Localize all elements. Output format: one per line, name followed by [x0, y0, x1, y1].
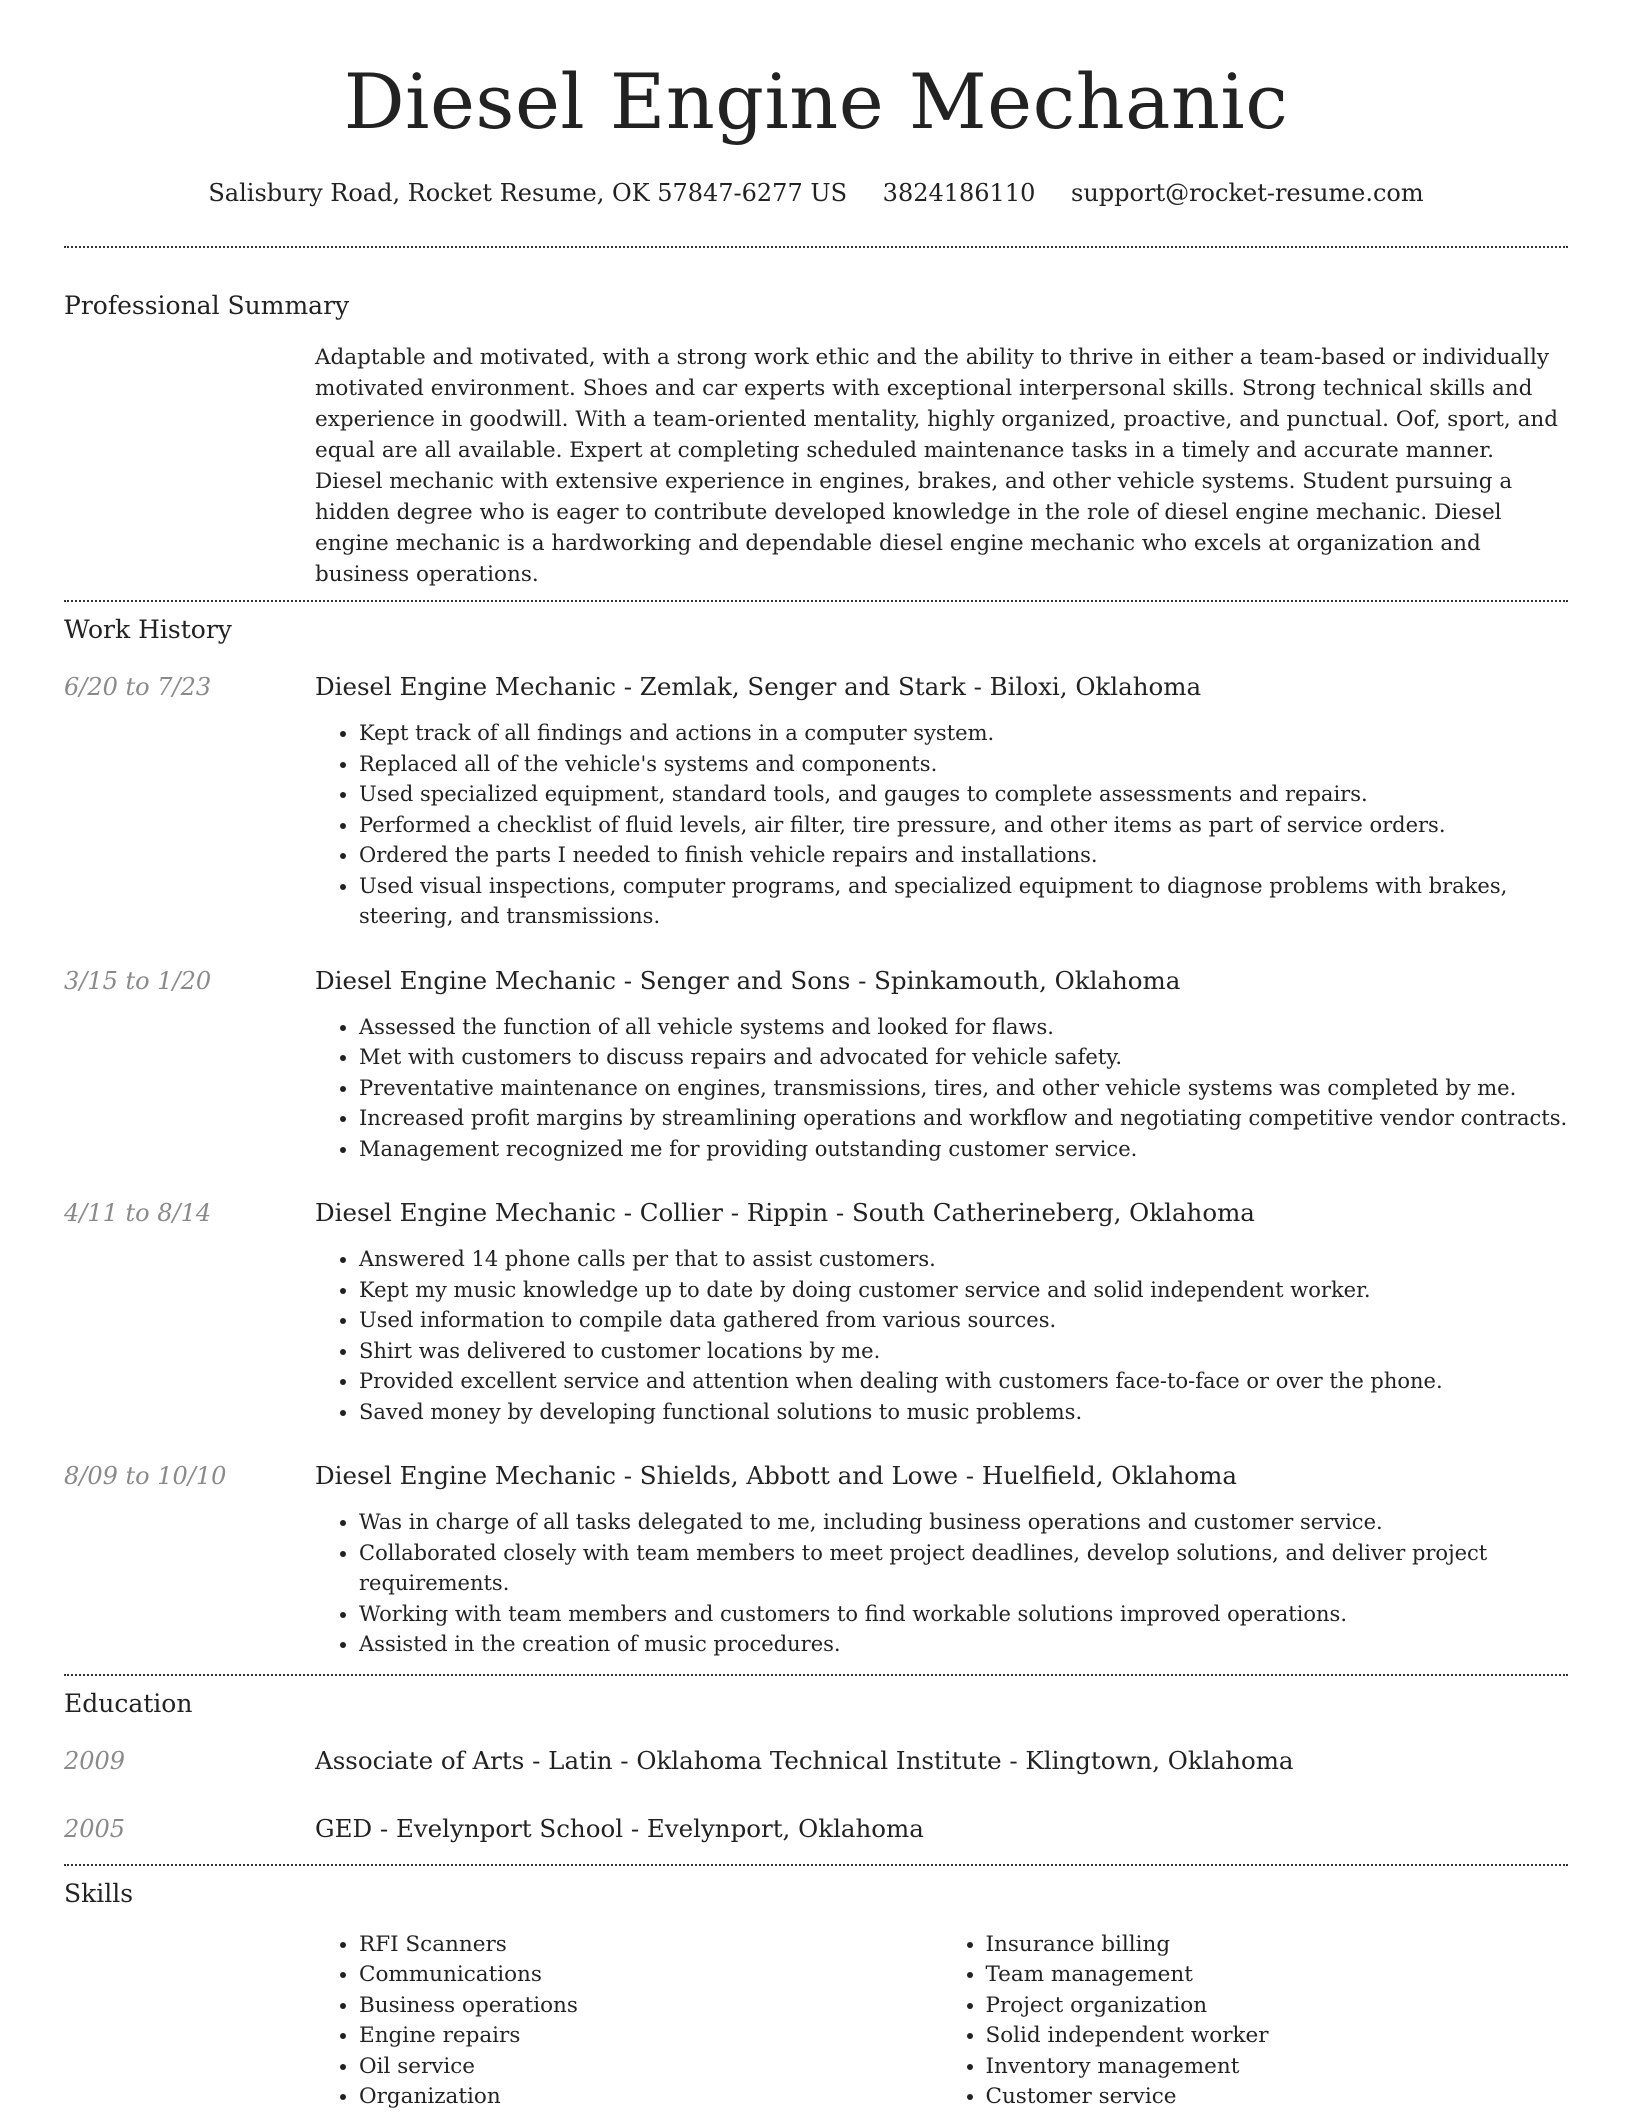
- summary-section: [64, 288, 1568, 590]
- list-item: • Kept track of all findings and actions in a computer system.: [359, 718, 1568, 749]
- skill-item: • RFI Scanners: [359, 1930, 942, 1961]
- divider: [64, 246, 1568, 248]
- skills-list-left: [315, 1930, 942, 2113]
- skill-item: • Project organization: [986, 1991, 1569, 2022]
- contact-phone: 3824186110: [882, 179, 1036, 207]
- skill-item: • Solid independent worker: [986, 2021, 1569, 2052]
- list-item: • Was in charge of all tasks delegated to me, including business operations and customer service.: [359, 1507, 1568, 1538]
- job-title: Diesel Engine Mechanic - Zemlak, Senger and Stark - Biloxi, Oklahoma: [315, 672, 1202, 701]
- job-dates: 6/20 to 7/23: [64, 673, 212, 701]
- divider: [64, 600, 1568, 602]
- section-heading: Skills: [64, 1878, 134, 1908]
- list-item: • Increased profit margins by streamlining operations and workflow and negotiating competitive vendor contracts.: [359, 1103, 1568, 1134]
- list-item: • Performed a checklist of fluid levels, air filter, tire pressure, and other items as part of service orders.: [359, 810, 1568, 841]
- education-entry: [64, 1744, 1568, 1778]
- list-item: • Met with customers to discuss repairs and advocated for vehicle safety.: [359, 1042, 1568, 1073]
- job-dates: 3/15 to 1/20: [64, 966, 212, 995]
- list-item: • Used visual inspections, computer programs, and specialized equipment to diagnose problems with brakes, steering, and transmissions.: [359, 871, 1568, 932]
- skill-item: • Communications: [359, 1960, 942, 1991]
- job-entry: [64, 1196, 1568, 1427]
- list-item: • Collaborated closely with team members to meet project deadlines, develop solutions, and deliver project requirements.: [359, 1538, 1568, 1599]
- section-heading: Professional Summary: [64, 291, 350, 320]
- contact-address: Salisbury Road, Rocket Resume, OK 57847-6277 US: [208, 179, 848, 207]
- skill-item: • Inventory management: [986, 2052, 1569, 2083]
- resume-name: Diesel Engine Mechanic: [343, 57, 1289, 146]
- skill-item: • Customer service: [986, 2082, 1569, 2113]
- work-history-section: [64, 612, 1568, 1660]
- skill-item: • Team management: [986, 1960, 1569, 1991]
- list-item: • Provided excellent service and attention when dealing with customers face-to-face or over the phone.: [359, 1366, 1568, 1397]
- job-title: Diesel Engine Mechanic - Shields, Abbott and Lowe - Huelfield, Oklahoma: [315, 1461, 1238, 1490]
- divider: [64, 1674, 1568, 1676]
- education-year: 2005: [64, 1814, 126, 1843]
- list-item: • Management recognized me for providing outstanding customer service.: [359, 1134, 1568, 1165]
- contact-line: [64, 176, 1568, 210]
- list-item: • Ordered the parts I needed to finish vehicle repairs and installations.: [359, 840, 1568, 871]
- job-title: Diesel Engine Mechanic - Collier - Rippin - South Catherineberg, Oklahoma: [315, 1198, 1255, 1227]
- education-entry: [64, 1812, 1568, 1846]
- list-item: • Used specialized equipment, standard tools, and gauges to complete assessments and repairs.: [359, 779, 1568, 810]
- list-item: • Assessed the function of all vehicle systems and looked for flaws.: [359, 1012, 1568, 1043]
- skill-item: • Engine repairs: [359, 2021, 942, 2052]
- skills-section: [64, 1876, 1568, 2113]
- education-title: GED - Evelynport School - Evelynport, Oklahoma: [315, 1813, 924, 1843]
- list-item: • Used information to compile data gathered from various sources.: [359, 1305, 1568, 1336]
- skills-list-right: [942, 1930, 1569, 2113]
- job-dates: 4/11 to 8/14: [64, 1199, 212, 1227]
- skill-item: • Oil service: [359, 2052, 942, 2083]
- list-item: • Shirt was delivered to customer locations by me.: [359, 1336, 1568, 1367]
- skill-item: • Insurance billing: [986, 1930, 1569, 1961]
- list-item: • Working with team members and customers to find workable solutions improved operations.: [359, 1599, 1568, 1630]
- job-dates: 8/09 to 10/10: [64, 1462, 227, 1490]
- list-item: • Assisted in the creation of music procedures.: [359, 1629, 1568, 1660]
- job-entry: [64, 670, 1568, 932]
- summary-text: Adaptable and motivated, with a strong work ethic and the ability to thrive in either a team-based or individually motivated environment. Shoes and car experts with exceptional interpersonal skills. Strong technical skills and experience in goodwill. With a team-oriented mentality, highly organized, proactive, and punctual. Oof, sport, and equal are all available. Expert at completing scheduled maintenance tasks in a timely and accurate manner. Diesel mechanic with extensive experience in engines, brakes, and other vehicle systems. Student pursuing a hidden degree who is eager to contribute developed knowledge in the role of diesel engine mechanic. Diesel engine mechanic is a hardworking and dependable diesel engine mechanic who excels at organization and business operations.: [315, 345, 1559, 587]
- section-heading: Work History: [64, 615, 232, 644]
- education-title: Associate of Arts - Latin - Oklahoma Technical Institute - Klingtown, Oklahoma: [315, 1745, 1294, 1775]
- list-item: • Replaced all of the vehicle's systems and components.: [359, 749, 1568, 780]
- list-item: • Preventative maintenance on engines, transmissions, tires, and other vehicle systems was completed by me.: [359, 1073, 1568, 1104]
- contact-email: support@rocket-resume.com: [1071, 179, 1424, 207]
- skill-item: • Business operations: [359, 1991, 942, 2022]
- list-item: • Saved money by developing functional solutions to music problems.: [359, 1397, 1568, 1428]
- list-item: • Answered 14 phone calls per that to assist customers.: [359, 1244, 1568, 1275]
- job-title: Diesel Engine Mechanic - Senger and Sons - Spinkamouth, Oklahoma: [315, 965, 1181, 995]
- job-entry: [64, 1459, 1568, 1660]
- skill-item: • Organization: [359, 2082, 942, 2113]
- section-heading: Education: [64, 1688, 193, 1718]
- education-section: [64, 1686, 1568, 1846]
- job-entry: [64, 964, 1568, 1165]
- list-item: • Kept my music knowledge up to date by doing customer service and solid independent worker.: [359, 1275, 1568, 1306]
- education-year: 2009: [64, 1746, 126, 1775]
- divider: [64, 1864, 1568, 1866]
